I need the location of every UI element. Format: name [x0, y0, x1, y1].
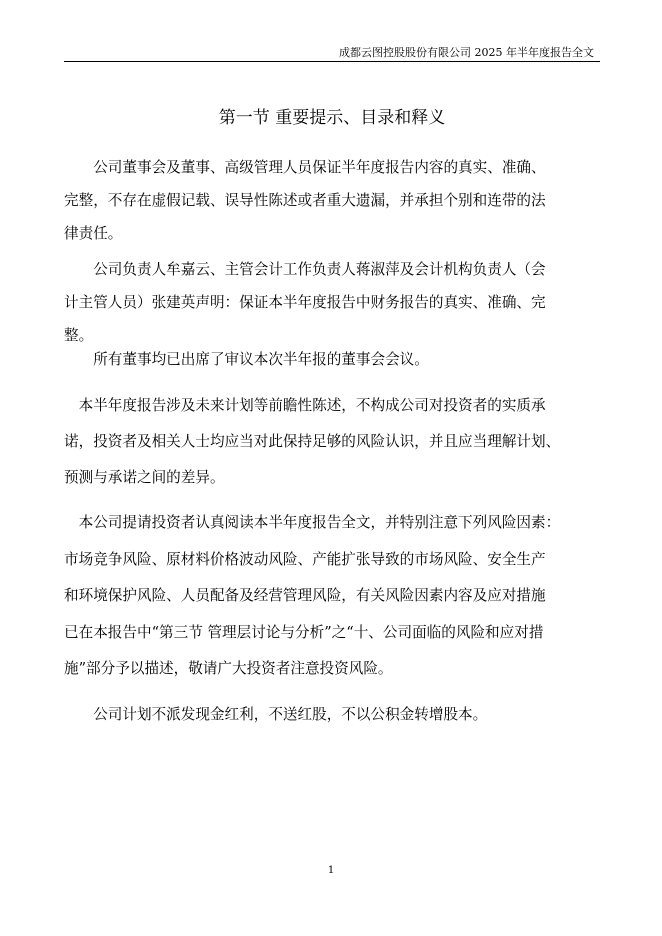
paragraph-line: 市场竞争风险、原材料价格波动风险、产能扩张导致的市场风险、安全生产 [64, 550, 546, 568]
paragraph-dividend-plan [64, 697, 600, 733]
paragraph-line: 已在本报告中“第三节 管理层讨论与分析”之“十、公司面临的风险和应对措 [64, 623, 544, 641]
paragraph-line: 本半年度报告涉及未来计划等前瞻性陈述，不构成公司对投资者的实质承 [64, 397, 546, 414]
paragraph-line: 施”部分予以描述，敬请广大投资者注意投资风险。 [64, 660, 393, 677]
paragraph-line: 所有董事均已出席了审议本次半年报的董事会会议。 [64, 351, 429, 368]
paragraph-risk-factors [64, 505, 600, 688]
paragraph-responsible-persons [64, 253, 600, 352]
paragraph-line: 预测与承诺之间的差异。 [64, 469, 225, 486]
section-title: 第一节 重要提示、目录和释义 [218, 108, 446, 128]
page-number: 1 [327, 865, 335, 876]
paragraph-line: 计主管人员）张建英声明：保证本半年度报告中财务报告的真实、准确、完 [64, 294, 546, 311]
paragraph-line: 整。 [64, 327, 94, 344]
paragraph-board-attendance [64, 343, 600, 376]
paragraph-forward-looking [64, 388, 600, 496]
paragraph-line: 公司负责人牟嘉云、主管会计工作负责人蒋淑萍及会计机构负责人（会 [64, 261, 546, 278]
running-header: 成都云图控股股份有限公司 2025 年半年度报告全文 [339, 46, 594, 59]
paragraph-line: 完整，不存在虚假记载、误导性陈述或者重大遗漏，并承担个别和连带的法 [64, 192, 546, 209]
paragraph-line: 诺，投资者及相关人士均应当对此保持足够的风险认识，并且应当理解计划、 [64, 433, 561, 450]
paragraph-line: 公司董事会及董事、高级管理人员保证半年度报告内容的真实、准确、 [64, 159, 546, 176]
paragraph-line: 本公司提请投资者认真阅读本半年度报告全文，并特别注意下列风险因素： [64, 514, 561, 531]
paragraph-line: 律责任。 [64, 225, 123, 242]
header-divider [64, 61, 600, 62]
paragraph-line: 公司计划不派发现金红利，不送红股，不以公积金转增股本。 [64, 706, 488, 723]
paragraph-board-guarantee [64, 151, 600, 250]
paragraph-line: 和环境保护风险、人员配备及经营管理风险，有关风险因素内容及应对措施 [64, 587, 546, 604]
